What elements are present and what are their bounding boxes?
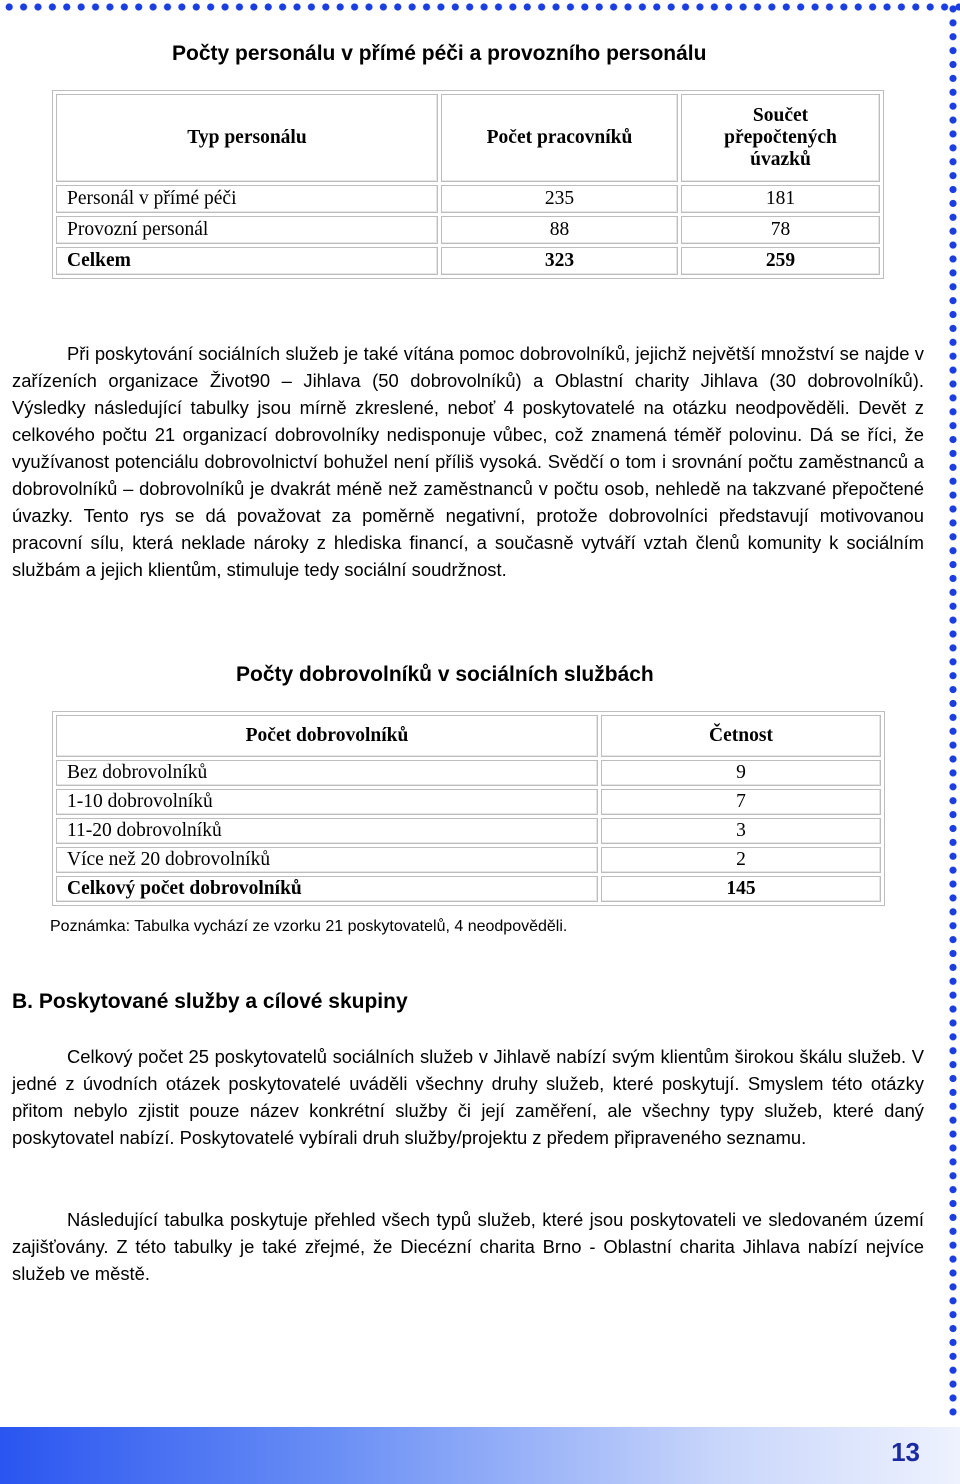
staff-row-fte: 181 xyxy=(681,185,880,213)
staff-table xyxy=(52,90,884,279)
staff-total-label: Celkem xyxy=(56,247,438,275)
volunteers-total-label: Celkový počet dobrovolníků xyxy=(56,876,598,902)
volunteers-table xyxy=(52,711,885,906)
staff-table-header: Typ personálu xyxy=(56,94,438,182)
staff-table-header: Počet pracovníků xyxy=(441,94,678,182)
volunteers-row-count: 7 xyxy=(601,789,881,815)
staff-row-fte: 78 xyxy=(681,216,880,244)
volunteers-table-header: Četnost xyxy=(601,715,881,757)
volunteers-heading: Počty dobrovolníků v sociálních službách xyxy=(236,663,654,686)
volunteers-row-count: 2 xyxy=(601,847,881,873)
volunteers-row-label: Více než 20 dobrovolníků xyxy=(56,847,598,873)
volunteers-row-label: 11-20 dobrovolníků xyxy=(56,818,598,844)
staff-row-count: 235 xyxy=(441,185,678,213)
volunteers-total-count: 145 xyxy=(601,876,881,902)
footer-bar xyxy=(0,1427,960,1484)
dotted-border-right xyxy=(946,0,960,1420)
volunteers-table-header: Počet dobrovolníků xyxy=(56,715,598,757)
services-table-intro-paragraph: Následující tabulka poskytuje přehled všech typů služeb, které jsou poskytovateli ve sledovaném území zajišťovány. Z této tabulky je také zřejmé, že Diecézní charita Brno - Oblastní charita Jihlava nabízí nejvíce služeb ve městě. xyxy=(12,1209,924,1284)
services-paragraph: Celkový počet 25 poskytovatelů sociálních služeb v Jihlavě nabízí svým klientům širokou škálu služeb. V jedné z úvodních otázek poskytovatelé uváděli všechny druhy služeb, které poskytují. Smyslem této otázky přitom nebylo zjistit pouze název konkrétní služby či její zaměření, ale všechny typy služeb, které daný poskytovatel nabízí. Poskytovatelé vybírali druh služby/projektu z předem připraveného seznamu. xyxy=(12,1046,924,1148)
dotted-border-top xyxy=(0,0,960,14)
staff-row-label: Personál v přímé péči xyxy=(56,185,438,213)
page-number: 13 xyxy=(891,1437,920,1467)
volunteers-row-label: 1-10 dobrovolníků xyxy=(56,789,598,815)
staff-total-count: 323 xyxy=(441,247,678,275)
staff-table-header: Součet přepočtených úvazků xyxy=(681,94,880,182)
staff-row-count: 88 xyxy=(441,216,678,244)
volunteers-paragraph: Při poskytování sociálních služeb je také vítána pomoc dobrovolníků, jejichž největší množství se najde v zařízeních organizace Život90 – Jihlava (50 dobrovolníků) a Oblastní charity Jihlava (30 dobrovolníků). Výsledky následující tabulky jsou mírně zkreslené, neboť 4 poskytovatelé na otázku neodpověděli. Devět z celkového počtu 21 organizací dobrovolníky nedisponuje vůbec, což znamená téměř polovinu. Dá se říci, že využívanost potenciálu dobrovolnictví bohužel není příliš vysoká. Svědčí o tom i srovnání počtu zaměstnanců a dobrovolníků – dobrovolníků je dvakrát méně než zaměstnanců v počtu osob, nehledě na takzvané přepočtené úvazky. Tento rys se dá považovat za poměrně negativní, protože dobrovolníci představují motivovanou pracovní sílu, která neklade nároky z hlediska financí, a současně vytváří vztah členů komunity k sociálním službám a jejich klientům, stimuluje tedy sociální soudržnost. xyxy=(12,343,924,580)
section-b-heading: B. Poskytované služby a cílové skupiny xyxy=(12,990,408,1013)
volunteers-row-count: 9 xyxy=(601,760,881,786)
staff-heading: Počty personálu v přímé péči a provozního personálu xyxy=(172,42,707,65)
volunteers-row-count: 3 xyxy=(601,818,881,844)
staff-row-label: Provozní personál xyxy=(56,216,438,244)
table-note: Poznámka: Tabulka vychází ze vzorku 21 poskytovatelů, 4 neodpověděli. xyxy=(50,918,568,935)
staff-total-fte: 259 xyxy=(681,247,880,275)
volunteers-row-label: Bez dobrovolníků xyxy=(56,760,598,786)
